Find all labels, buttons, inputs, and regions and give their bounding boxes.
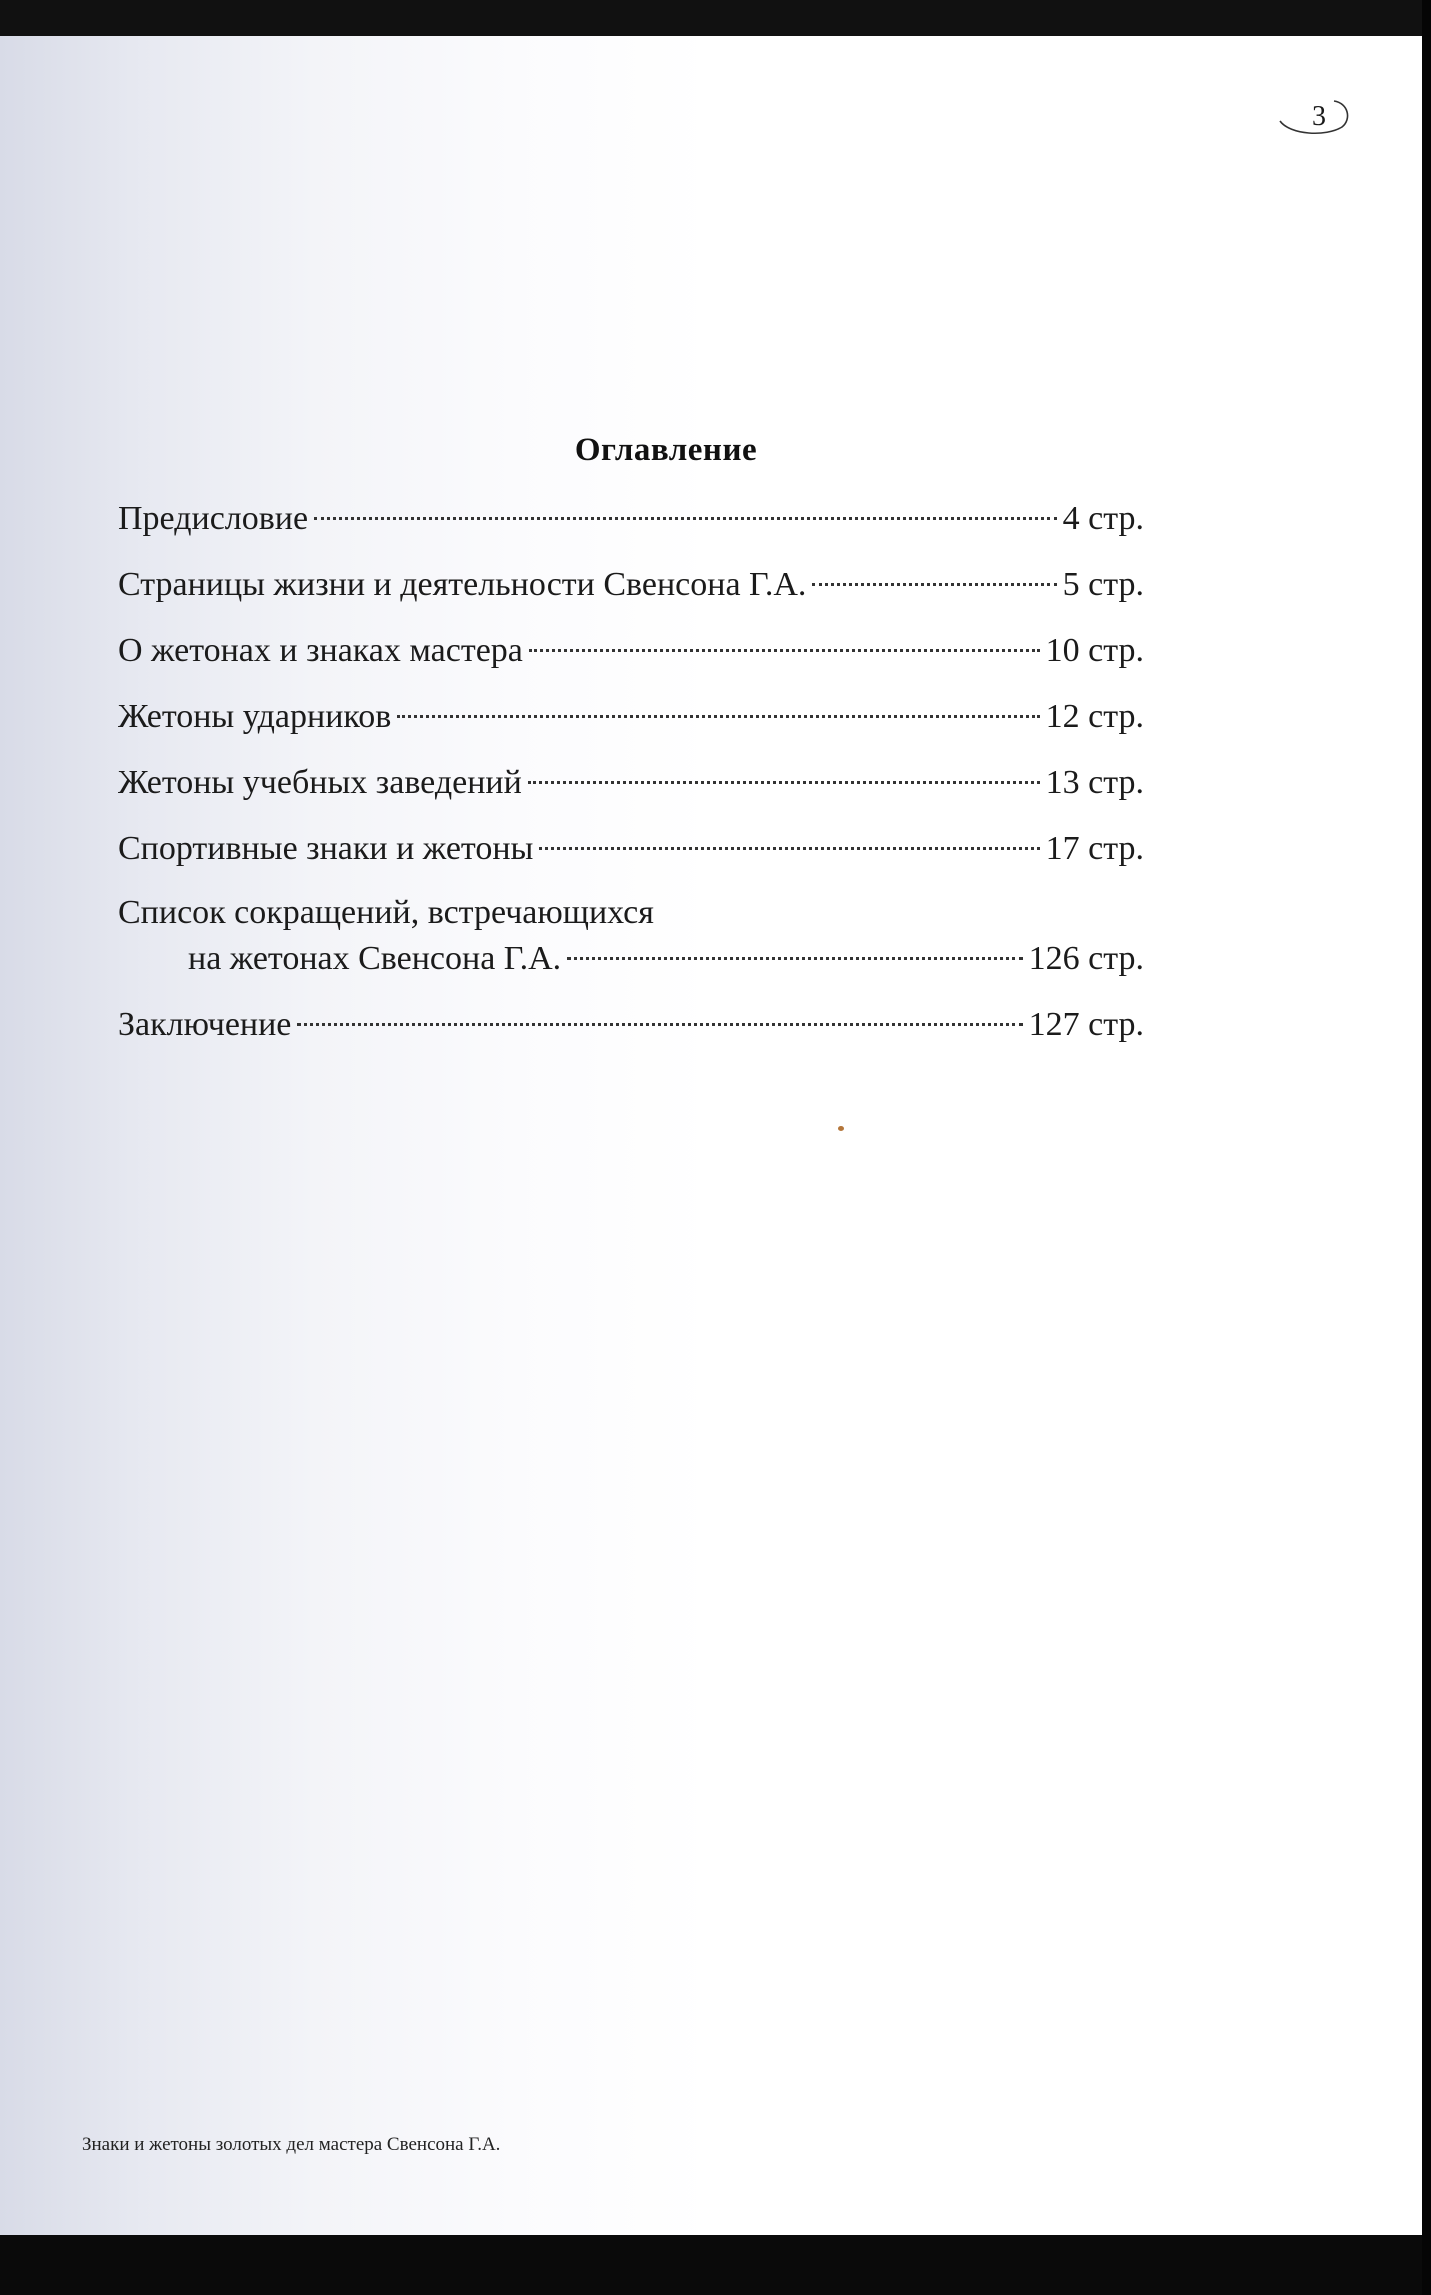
toc-entry-page: 13 стр. [1045,764,1144,801]
toc-entry-educational[interactable] [118,758,1144,824]
toc-entry-conclusion[interactable] [118,1000,1144,1066]
dot-leader [528,781,1040,784]
document-page [0,36,1422,2235]
toc-entry-life-pages[interactable] [118,560,1144,626]
toc-entry-page: 10 стр. [1045,632,1144,669]
page-number: 3 [1312,101,1326,132]
toc-entry-page: 5 стр. [1062,566,1144,603]
dot-leader [539,847,1039,850]
dot-leader [397,715,1039,718]
scan-top-border [0,0,1431,36]
toc-entry-text: Страницы жизни и деятельности Свенсона Г.А. [118,566,807,603]
dot-leader [567,957,1022,960]
toc-entry-preface[interactable] [118,494,1144,560]
table-of-contents [118,494,1144,1066]
toc-entry-text: Предисловие [118,500,309,537]
toc-entry-master-tokens[interactable] [118,626,1144,692]
dot-leader [314,517,1057,520]
toc-entry-text: О жетонах и знаках мастера [118,632,523,669]
dot-leader [812,583,1056,586]
dot-leader [529,649,1040,652]
toc-entry-page: 126 стр. [1028,940,1144,977]
toc-entry-text: Жетоны ударников [118,698,392,735]
toc-entry-text: Заключение [118,1006,292,1043]
toc-entry-abbreviations[interactable] [118,890,1144,1000]
toc-entry-sports[interactable] [118,824,1144,890]
scan-speck [838,1126,844,1131]
toc-title: Оглавление [574,432,758,468]
page-number-badge [1276,91,1356,147]
toc-entry-page: 12 стр. [1045,698,1144,735]
toc-entry-text: Спортивные знаки и жетоны [118,830,534,867]
dot-leader [297,1023,1022,1026]
toc-entry-page: 17 стр. [1045,830,1144,867]
toc-entry-page: 4 стр. [1062,500,1144,537]
toc-entry-text: Жетоны учебных заведений [118,764,522,801]
toc-entry-shock-workers[interactable] [118,692,1144,758]
toc-entry-line2 [118,936,1144,982]
scan-right-border [1422,0,1431,2295]
toc-entry-text-line2: на жетонах Свенсона Г.А. [188,940,562,977]
toc-entry-page: 127 стр. [1028,1006,1144,1043]
toc-entry-text-line1: Список сокращений, встречающихся [118,894,654,931]
page-footer: Знаки и жетоны золотых дел мастера Свенсона Г.А. [82,2134,501,2155]
